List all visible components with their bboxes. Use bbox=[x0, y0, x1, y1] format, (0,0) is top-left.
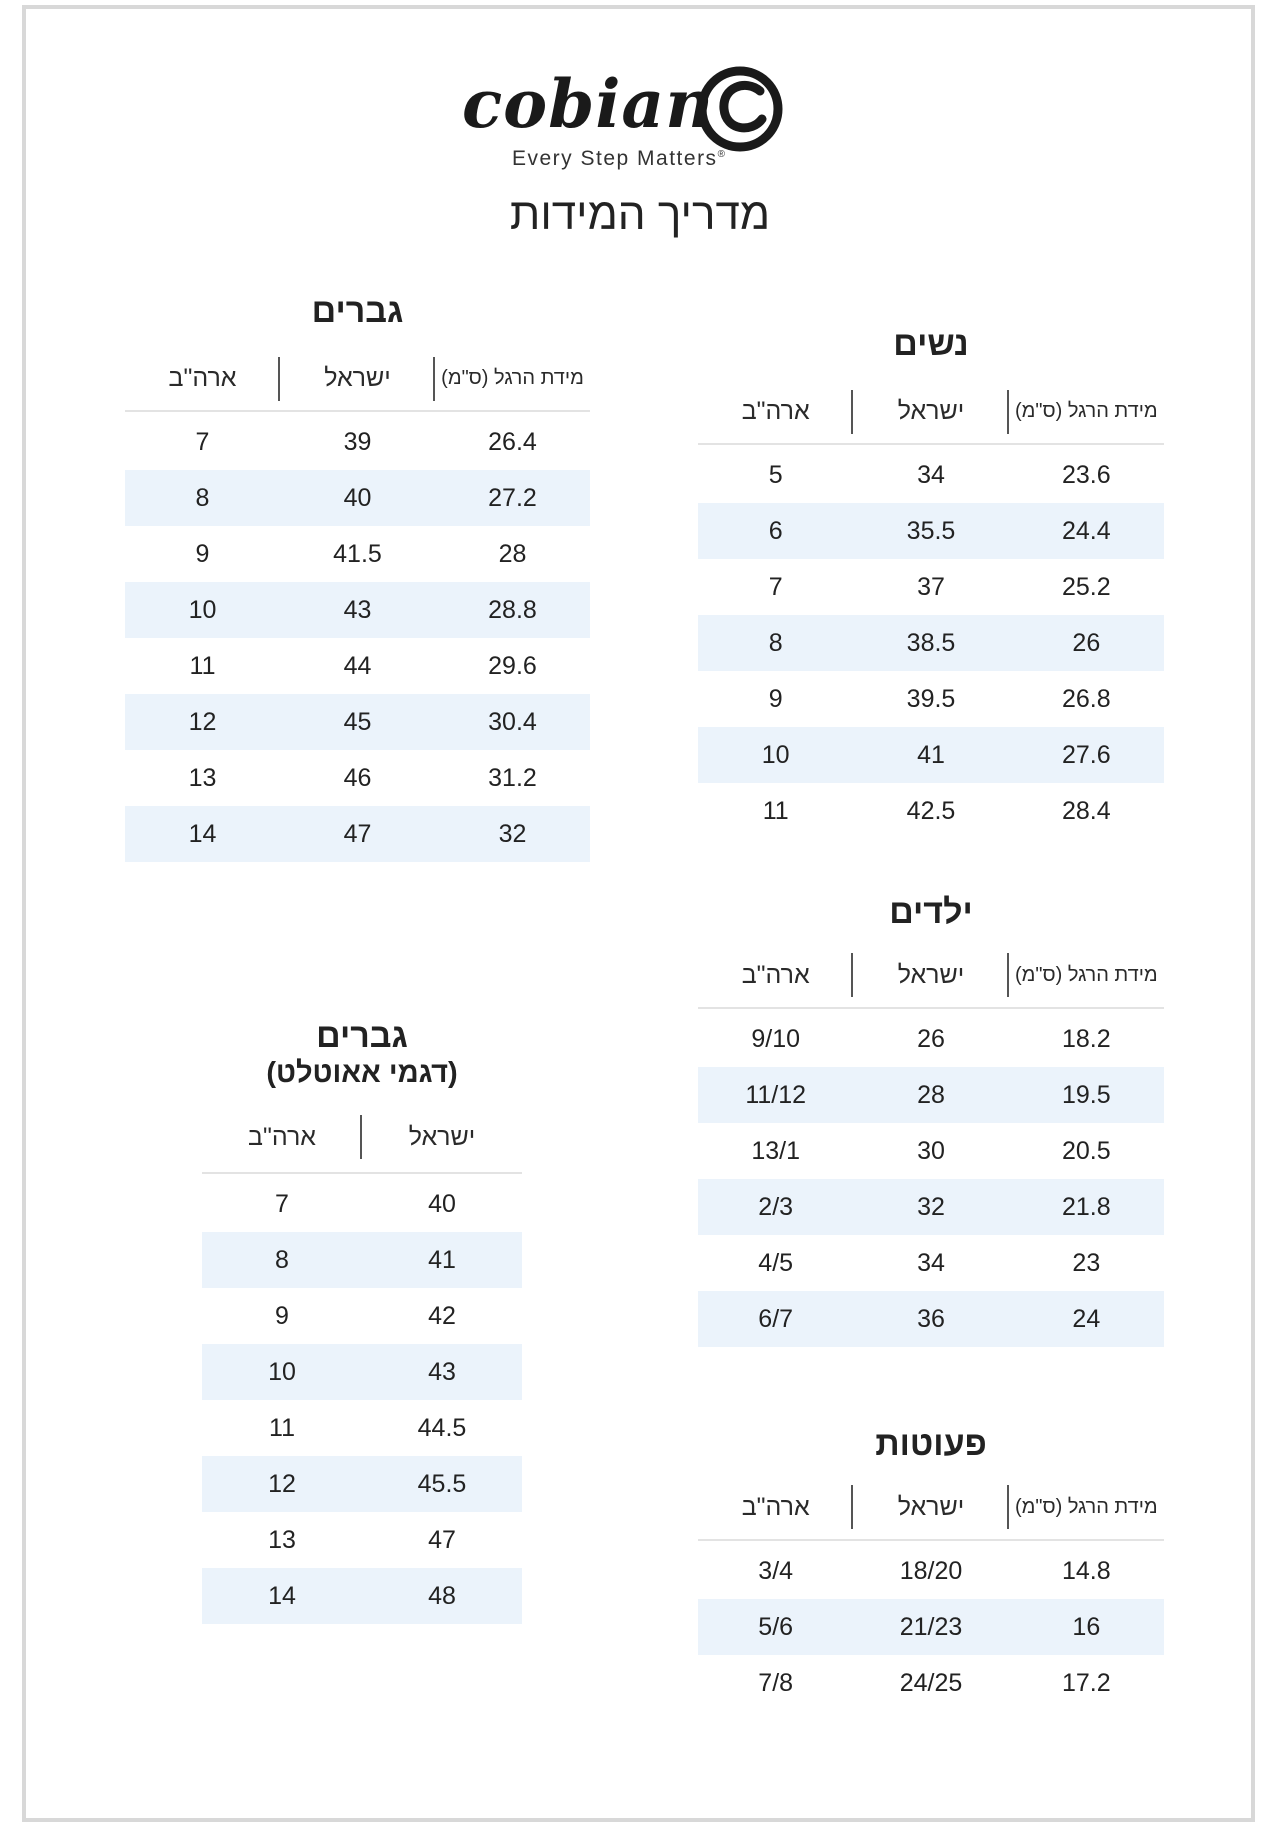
table-rows bbox=[125, 414, 590, 862]
table-row bbox=[698, 1179, 1164, 1235]
cell-usa: 10 bbox=[268, 1357, 296, 1386]
cell-foot-size: 28 bbox=[498, 539, 527, 568]
header-usa: ארה"ב bbox=[125, 347, 280, 410]
table-header bbox=[698, 1475, 1164, 1541]
cell-israel: 45 bbox=[343, 707, 372, 736]
table-rows bbox=[698, 1011, 1164, 1347]
table-row bbox=[698, 1655, 1164, 1711]
table-rows bbox=[202, 1176, 522, 1624]
cell-foot-size: 25.2 bbox=[1062, 572, 1111, 601]
page-title: מדריך המידות bbox=[509, 190, 771, 239]
brand-c-swirl-icon bbox=[688, 61, 798, 161]
table-row bbox=[698, 1291, 1164, 1347]
table-row bbox=[202, 1568, 522, 1624]
cell-israel: 37 bbox=[917, 572, 945, 601]
table-row bbox=[698, 783, 1164, 839]
cell-israel: 36 bbox=[917, 1304, 945, 1333]
cell-foot-size: 21.8 bbox=[1062, 1192, 1111, 1221]
cell-israel: 42.5 bbox=[906, 796, 956, 825]
cell-usa: 8 bbox=[768, 628, 783, 657]
table-row bbox=[698, 727, 1164, 783]
cell-usa: 7 bbox=[768, 572, 783, 601]
cell-israel: 39.5 bbox=[906, 684, 956, 713]
cell-israel: 48 bbox=[428, 1581, 456, 1610]
cell-foot-size: 23 bbox=[1072, 1248, 1101, 1277]
cell-israel: 47 bbox=[343, 819, 372, 848]
cell-israel: 28 bbox=[917, 1080, 945, 1109]
table-row bbox=[202, 1456, 522, 1512]
cell-usa: 11 bbox=[189, 651, 216, 680]
cell-usa: 8 bbox=[275, 1245, 289, 1274]
cell-foot-size: 17.2 bbox=[1062, 1668, 1111, 1697]
table-row bbox=[125, 526, 590, 582]
cell-foot-size: 29.6 bbox=[488, 651, 537, 680]
cell-foot-size: 19.5 bbox=[1062, 1080, 1111, 1109]
table-header bbox=[698, 380, 1164, 445]
section-title-women: נשים bbox=[893, 325, 969, 363]
header-israel: ישראל bbox=[280, 347, 435, 410]
table-row bbox=[125, 470, 590, 526]
cell-usa: 6 bbox=[768, 516, 783, 545]
cell-israel: 42 bbox=[428, 1301, 456, 1330]
cell-foot-size: 18.2 bbox=[1062, 1024, 1111, 1053]
cell-israel: 24/25 bbox=[899, 1668, 963, 1697]
cell-foot-size: 14.8 bbox=[1062, 1556, 1111, 1585]
cell-israel: 32 bbox=[917, 1192, 945, 1221]
cell-usa: 13 bbox=[188, 763, 217, 792]
cell-usa: 9/10 bbox=[751, 1024, 801, 1053]
table-row bbox=[698, 615, 1164, 671]
cell-usa: 13 bbox=[268, 1525, 296, 1554]
table-row bbox=[125, 694, 590, 750]
cell-usa: 14 bbox=[188, 819, 217, 848]
cell-usa: 10 bbox=[761, 740, 790, 769]
cell-usa: 11/12 bbox=[745, 1080, 807, 1109]
table-row bbox=[202, 1512, 522, 1568]
brand-logo bbox=[460, 55, 810, 175]
section-title-men: גברים bbox=[311, 292, 404, 330]
table-header bbox=[202, 1102, 522, 1174]
table-row bbox=[698, 1543, 1164, 1599]
cell-israel: 30 bbox=[917, 1136, 945, 1165]
cell-usa: 9 bbox=[768, 684, 783, 713]
header-usa: ארה"ב bbox=[698, 943, 853, 1007]
section-title-men-outlet: גברים bbox=[316, 1017, 408, 1055]
cell-israel: 47 bbox=[428, 1525, 456, 1554]
cell-foot-size: 27.6 bbox=[1062, 740, 1111, 769]
table-row bbox=[202, 1400, 522, 1456]
cell-israel: 46 bbox=[343, 763, 372, 792]
header-israel: ישראל bbox=[853, 1475, 1008, 1539]
cell-usa: 7/8 bbox=[758, 1668, 794, 1697]
women-size-table bbox=[698, 325, 1164, 845]
cell-israel: 44.5 bbox=[417, 1413, 467, 1442]
cell-israel: 41 bbox=[917, 740, 945, 769]
cell-usa: 4/5 bbox=[758, 1248, 794, 1277]
header-usa: ארה"ב bbox=[698, 380, 853, 443]
cell-usa: 9 bbox=[195, 539, 210, 568]
cell-foot-size: 30.4 bbox=[488, 707, 537, 736]
cell-israel: 18/20 bbox=[899, 1556, 963, 1585]
table-row bbox=[202, 1232, 522, 1288]
cell-israel: 38.5 bbox=[906, 628, 956, 657]
cell-foot-size: 26 bbox=[1072, 628, 1101, 657]
kids-size-table bbox=[698, 893, 1164, 1363]
table-row bbox=[202, 1288, 522, 1344]
table-row bbox=[125, 806, 590, 862]
cell-foot-size: 20.5 bbox=[1062, 1136, 1111, 1165]
table-header bbox=[125, 347, 590, 412]
table-row bbox=[202, 1344, 522, 1400]
table-row bbox=[698, 447, 1164, 503]
cell-usa: 10 bbox=[188, 595, 217, 624]
section-title-babies: פעוטות bbox=[875, 1425, 987, 1463]
section-subtitle-outlet: (דגמי אאוטלט) bbox=[266, 1057, 458, 1089]
table-row bbox=[125, 750, 590, 806]
cell-israel: 44 bbox=[343, 651, 372, 680]
cell-israel: 41.5 bbox=[333, 539, 382, 568]
cell-israel: 40 bbox=[428, 1189, 456, 1218]
table-row bbox=[698, 671, 1164, 727]
cell-israel: 34 bbox=[917, 460, 945, 489]
cell-usa: 5/6 bbox=[758, 1612, 794, 1641]
table-row bbox=[125, 414, 590, 470]
header-foot-size: מידת הרגל (ס"מ) bbox=[1015, 963, 1158, 986]
table-row bbox=[125, 582, 590, 638]
header-foot-size: מידת הרגל (ס"מ) bbox=[1015, 400, 1158, 422]
cell-usa: 6/7 bbox=[758, 1304, 794, 1333]
cell-israel: 45.5 bbox=[417, 1469, 467, 1498]
table-row bbox=[698, 503, 1164, 559]
cell-usa: 2/3 bbox=[758, 1192, 794, 1221]
table-row bbox=[698, 1011, 1164, 1067]
table-row bbox=[698, 559, 1164, 615]
table-rows bbox=[698, 447, 1164, 839]
cell-usa: 11 bbox=[269, 1413, 295, 1442]
cell-usa: 9 bbox=[275, 1301, 289, 1330]
table-rows bbox=[698, 1543, 1164, 1711]
cell-usa: 13/1 bbox=[751, 1136, 801, 1165]
header-usa: ארה"ב bbox=[202, 1102, 362, 1172]
table-row bbox=[698, 1235, 1164, 1291]
brand-tagline: Every Step Matters® bbox=[512, 147, 727, 170]
cell-israel: 43 bbox=[428, 1357, 456, 1386]
cell-usa: 7 bbox=[275, 1189, 289, 1218]
cell-usa: 12 bbox=[188, 707, 217, 736]
table-row bbox=[125, 638, 590, 694]
table-row bbox=[698, 1123, 1164, 1179]
cell-foot-size: 24 bbox=[1072, 1304, 1101, 1333]
cell-foot-size: 28.4 bbox=[1062, 796, 1111, 825]
cell-israel: 41 bbox=[428, 1245, 456, 1274]
table-row bbox=[202, 1176, 522, 1232]
cell-usa: 8 bbox=[195, 483, 210, 512]
header-foot-size: מידת הרגל (ס"מ) bbox=[1015, 1495, 1158, 1518]
cell-usa: 5 bbox=[768, 460, 783, 489]
cell-israel: 43 bbox=[343, 595, 372, 624]
header-israel: ישראל bbox=[853, 943, 1008, 1007]
cell-foot-size: 31.2 bbox=[488, 763, 537, 792]
table-header bbox=[698, 943, 1164, 1009]
cell-israel: 21/23 bbox=[899, 1612, 963, 1641]
cell-israel: 35.5 bbox=[906, 516, 956, 545]
section-title-kids: ילדים bbox=[889, 893, 973, 931]
header-israel: ישראל bbox=[853, 380, 1008, 443]
cell-foot-size: 26.4 bbox=[488, 427, 537, 456]
cell-usa: 7 bbox=[195, 427, 210, 456]
cell-usa: 11 bbox=[762, 796, 789, 825]
cell-israel: 40 bbox=[343, 483, 372, 512]
table-row bbox=[698, 1067, 1164, 1123]
cell-foot-size: 28.8 bbox=[488, 595, 537, 624]
cell-usa: 14 bbox=[268, 1581, 296, 1610]
cell-israel: 34 bbox=[917, 1248, 945, 1277]
cell-usa: 3/4 bbox=[758, 1556, 794, 1585]
cell-usa: 12 bbox=[268, 1469, 296, 1498]
header-israel: ישראל bbox=[408, 1122, 476, 1151]
cell-foot-size: 27.2 bbox=[488, 483, 537, 512]
cell-foot-size: 23.6 bbox=[1062, 460, 1111, 489]
men-size-table bbox=[125, 292, 590, 862]
babies-size-table bbox=[698, 1425, 1164, 1715]
cell-foot-size: 26.8 bbox=[1062, 684, 1111, 713]
header-foot-size: מידת הרגל (ס"מ) bbox=[441, 367, 584, 389]
header-usa: ארה"ב bbox=[698, 1475, 853, 1539]
brand-name: cobian bbox=[462, 65, 715, 143]
men-outlet-size-table bbox=[202, 1017, 522, 1637]
cell-foot-size: 24.4 bbox=[1062, 516, 1111, 545]
cell-foot-size: 32 bbox=[498, 819, 527, 848]
cell-israel: 39 bbox=[343, 427, 372, 456]
table-row bbox=[698, 1599, 1164, 1655]
cell-foot-size: 16 bbox=[1072, 1612, 1101, 1641]
cell-israel: 26 bbox=[917, 1024, 945, 1053]
